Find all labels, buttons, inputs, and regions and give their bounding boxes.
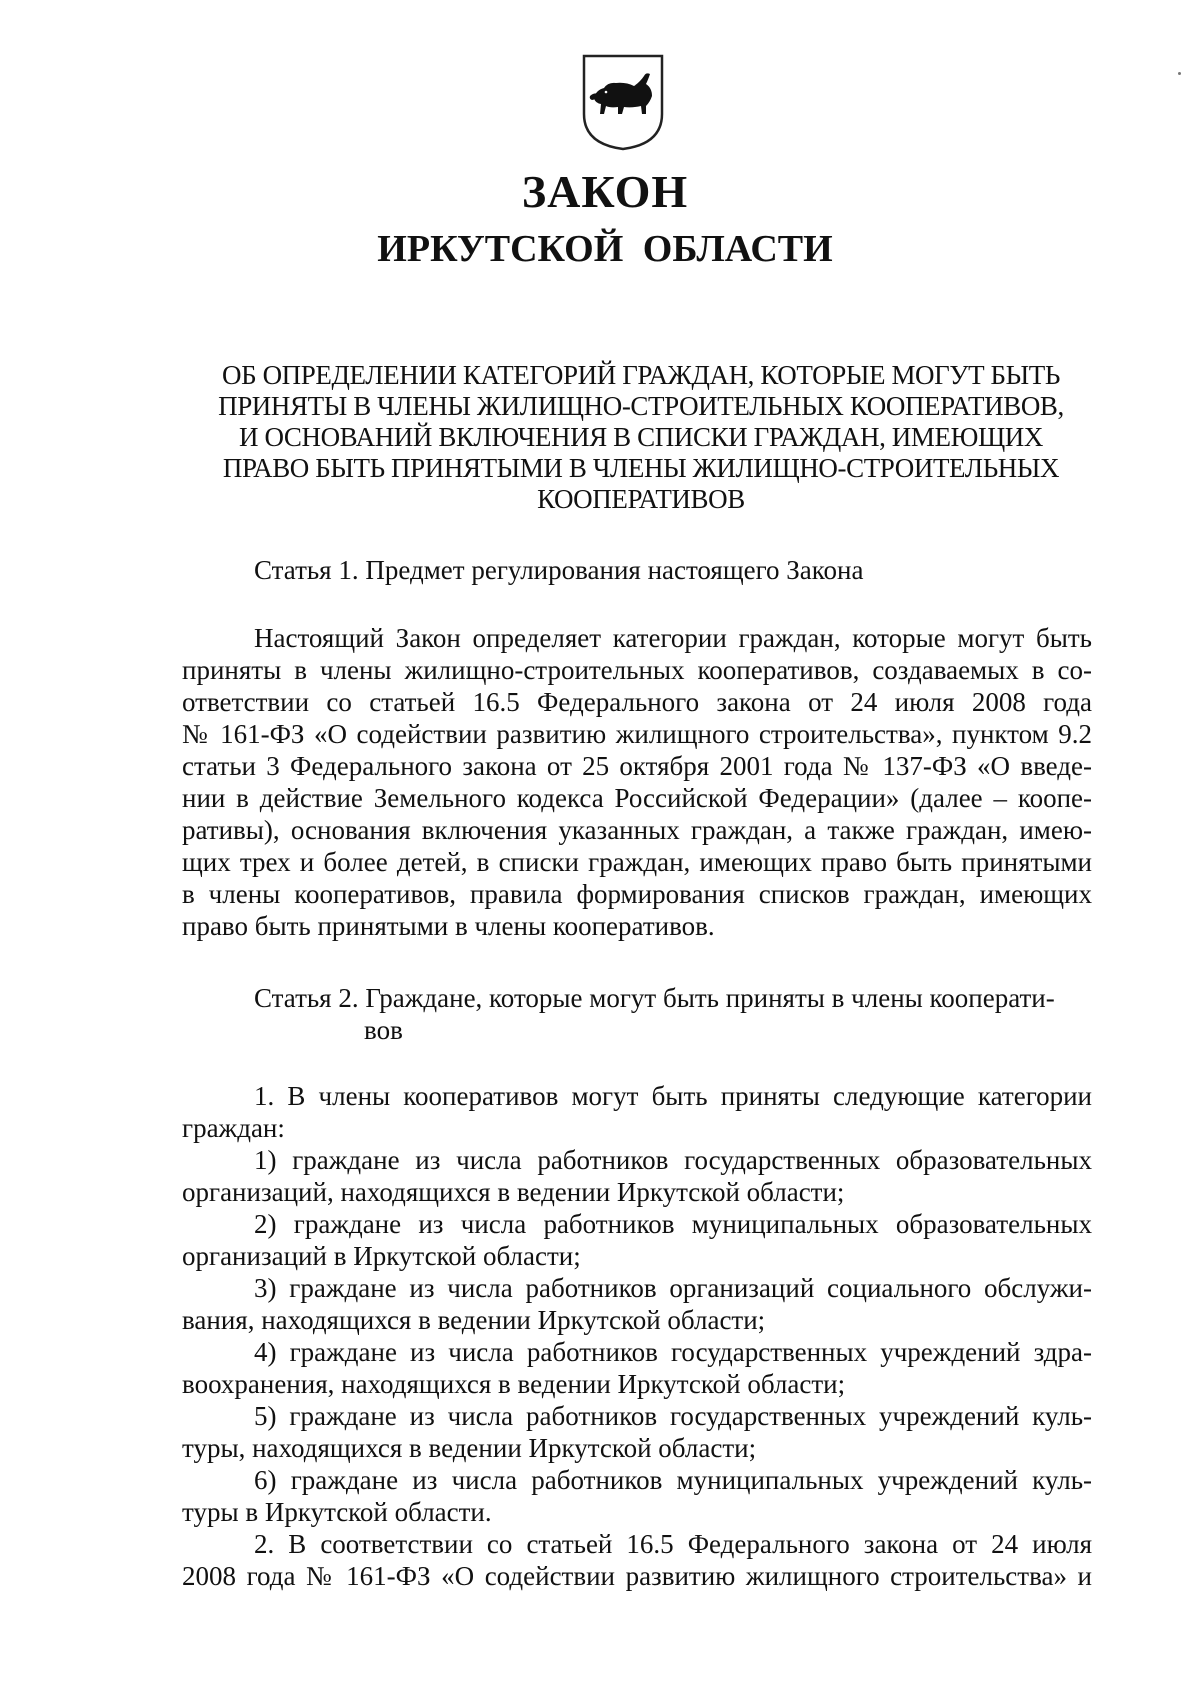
paragraph-line: статьи 3 Федерального закона от 25 октября 2001 года № 137-ФЗ «О введе- [182,751,1092,781]
law-name-line: ПРИНЯТЫ В ЧЛЕНЫ ЖИЛИЩНО-СТРОИТЕЛЬНЫХ КООПЕРАТИВОВ, [218,391,1064,421]
paragraph-line: 1. В члены кооперативов могут быть приняты следующие категории [254,1081,1092,1111]
document-title: ЗАКОН [521,166,689,217]
law-name-line: ПРАВО БЫТЬ ПРИНЯТЫМИ В ЧЛЕНЫ ЖИЛИЩНО-СТРОИТЕЛЬНЫХ [222,453,1060,483]
law-name [186,360,1096,515]
law-name-line: КООПЕРАТИВОВ [537,484,745,514]
list-item-line: 5) граждане из числа работников государственных учреждений куль- [254,1401,1092,1431]
paragraph-line: щих трех и более детей, в списки граждан, имеющих право быть принятыми [182,847,1092,877]
list-item-line: организаций в Иркутской области; [182,1241,581,1271]
paragraph-line: право быть принятыми в члены кооперативов. [182,911,715,941]
list-item-line: 2) граждане из числа работников муниципальных образовательных [254,1209,1092,1239]
paragraph-line: Настоящий Закон определяет категории граждан, которые могут быть [254,623,1092,653]
list-item-line: 1) граждане из числа работников государственных образовательных [254,1145,1092,1175]
article-2-heading [254,982,1055,1046]
list-item-line: 6) граждане из числа работников муниципальных учреждений куль- [254,1465,1092,1495]
list-item-line: 4) граждане из числа работников государственных учреждений здра- [254,1337,1092,1367]
article-1-heading-text: Статья 1. Предмет регулирования настоящего Закона [254,555,864,585]
list-item-line: 3) граждане из числа работников организаций социального обслужи- [254,1273,1092,1303]
list-item-line: туры в Иркутской области. [182,1497,492,1527]
paragraph-line: в члены кооперативов, правила формирования списков граждан, имеющих [182,879,1092,909]
document-subtitle: ИРКУТСКОЙ ОБЛАСТИ [377,228,833,270]
paragraph-line: нии в действие Земельного кодекса Российской Федерации» (далее – коопе- [182,783,1092,813]
article-2-heading-line: вов [364,1015,403,1045]
paragraph-line: граждан: [182,1113,285,1143]
coat-of-arms-icon [580,52,666,152]
list-item-line: воохранения, находящихся в ведении Иркутской области; [182,1369,846,1399]
paragraph-line: приняты в члены жилищно-строительных кооперативов, создаваемых в со- [182,655,1092,685]
law-name-line: ОБ ОПРЕДЕЛЕНИИ КАТЕГОРИЙ ГРАЖДАН, КОТОРЫЕ МОГУТ БЫТЬ [222,360,1060,390]
article-1-heading [254,554,863,586]
paragraph-line: ративы), основания включения указанных граждан, а также граждан, имею- [182,815,1092,845]
list-item-line: организаций, находящихся в ведении Иркутской области; [182,1177,845,1207]
article-1-body [182,622,1092,942]
paragraph-line: ответствии со статьей 16.5 Федерального закона от 24 июля 2008 года [182,687,1092,717]
paragraph-line: 2008 года № 161-ФЗ «О содействии развитию жилищного строительства» и [182,1561,1092,1591]
list-item-line: туры, находящихся в ведении Иркутской области; [182,1433,757,1463]
paragraph-line: 2. В соответствии со статьей 16.5 Федерального закона от 24 июля [254,1529,1092,1559]
article-2-body [182,1080,1092,1592]
list-item-line: вания, находящихся в ведении Иркутской области; [182,1305,766,1335]
article-2-heading-line: Статья 2. Граждане, которые могут быть приняты в члены кооперати- [254,983,1055,1013]
scan-speck [1178,72,1181,75]
law-name-line: И ОСНОВАНИЙ ВКЛЮЧЕНИЯ В СПИСКИ ГРАЖДАН, ИМЕЮЩИХ [239,422,1043,452]
paragraph-line: № 161-ФЗ «О содействии развитию жилищного строительства», пунктом 9.2 [182,719,1092,749]
